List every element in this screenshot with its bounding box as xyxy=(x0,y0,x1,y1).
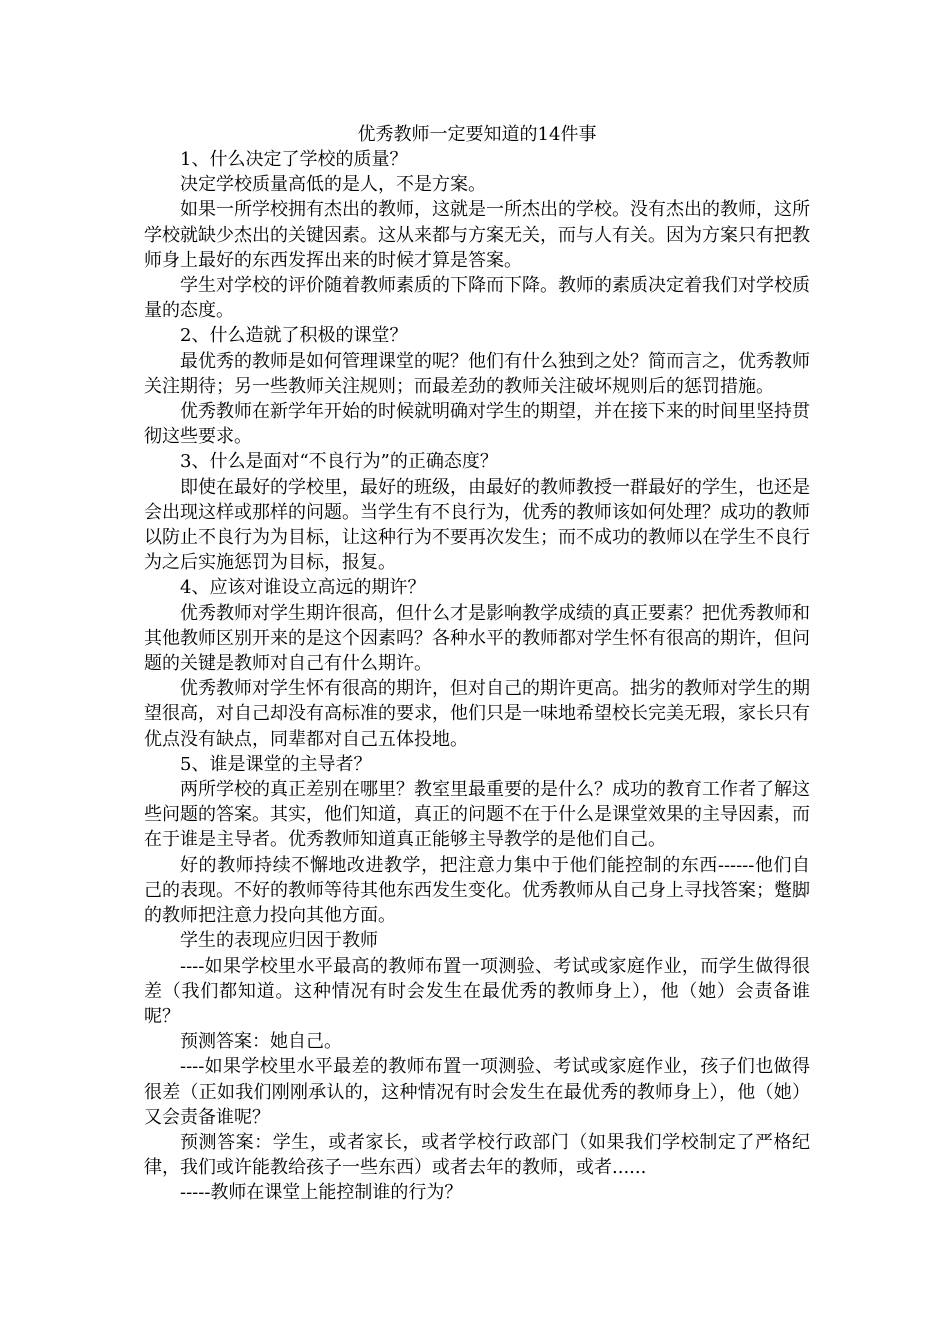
document-title: 优秀教师一定要知道的14件事 xyxy=(357,124,597,145)
paragraph: 即使在最好的学校里，最好的班级，由最好的教师教授一群最好的学生，也还是会出现这样或那样的问题。当学生有不良行为，优秀的教师该如何处理？成功的教师以防止不良行为为目标，让这种行为不要再次发生；而不成功的教师以在学生不良行为之后实施惩罚为目标，报复。 xyxy=(144,476,810,574)
paragraph: 最优秀的教师是如何管理课堂的呢？他们有什么独到之处？简而言之，优秀教师关注期待；另一些教师关注规则；而最差劲的教师关注破坏规则后的惩罚措施。 xyxy=(144,350,810,397)
paragraph: 学生对学校的评价随着教师素质的下降而下降。教师的素质决定着我们对学校质量的态度。 xyxy=(144,275,810,322)
paragraph: 优秀教师在新学年开始的时候就明确对学生的期望，并在接下来的时间里坚持贯彻这些要求。 xyxy=(144,401,810,448)
paragraph: ----如果学校里水平最高的教师布置一项测验、考试或家庭作业，而学生做得很差（我们都知道。这种情况有时会发生在最优秀的教师身上），他（她）会责备谁呢？ xyxy=(144,955,810,1027)
paragraph: 优秀教师对学生期许很高，但什么才是影响教学成绩的真正要素？把优秀教师和其他教师区别开来的是这个因素吗？各种水平的教师都对学生怀有很高的期许，但问题的关键是教师对自己有什么期许。 xyxy=(144,602,810,675)
paragraph: ----如果学校里水平最差的教师布置一项测验、考试或家庭作业，孩子们也做得很差（正如我们刚刚承认的，这种情况有时会发生在最优秀的教师身上），他（她）又会责备谁呢？ xyxy=(144,1056,810,1128)
document-body xyxy=(144,147,810,1206)
paragraph: 两所学校的真正差别在哪里？教室里最重要的是什么？成功的教育工作者了解这些问题的答案。其实，他们知道，真正的问题不在于什么是课堂效果的主导因素，而在于谁是主导者。优秀教师知道真正能够主导教学的是他们自己。 xyxy=(144,779,810,851)
paragraph: 优秀教师对学生怀有很高的期许，但对自己的期许更高。拙劣的教师对学生的期望很高，对自己却没有高标准的要求，他们只是一味地希望校长完美无瑕，家长只有优点没有缺点，同辈都对自己五体投地。 xyxy=(144,678,810,750)
question-heading-5: 5、谁是课堂的主导者？ xyxy=(180,753,372,775)
paragraph: 好的教师持续不懈地改进教学，把注意力集中于他们能控制的东西------他们自己的表现。不好的教师等待其他东西发生变化。优秀教师从自己身上寻找答案；蹩脚的教师把注意力投向其他方面。 xyxy=(144,854,810,927)
paragraph: -----教师在课堂上能控制谁的行为？ xyxy=(180,1182,463,1204)
subheading: 学生的表现应归因于教师 xyxy=(180,930,378,952)
question-heading-4: 4、应该对谁设立高远的期许？ xyxy=(180,577,426,599)
paragraph: 预测答案：学生，或者家长，或者学校行政部门（如果我们学校制定了严格纪律，我们或许能教给孩子一些东西）或者去年的教师，或者...... xyxy=(144,1131,810,1179)
paragraph: 如果一所学校拥有杰出的教师，这就是一所杰出的学校。没有杰出的教师，这所学校就缺少杰出的关键因素。这从来都与方案无关，而与人有关。因为方案只有把教师身上最好的东西发挥出来的时候才算是答案。 xyxy=(144,199,810,271)
question-heading-2: 2、什么造就了积极的课堂？ xyxy=(180,325,408,347)
question-heading-3: 3、什么是面对“不良行为”的正确态度？ xyxy=(180,451,498,473)
document-page xyxy=(144,122,810,1206)
paragraph: 决定学校质量高低的是人，不是方案。 xyxy=(180,174,486,196)
question-heading-1: 1、什么决定了学校的质量？ xyxy=(180,149,408,170)
paragraph: 预测答案：她自己。 xyxy=(180,1031,342,1053)
